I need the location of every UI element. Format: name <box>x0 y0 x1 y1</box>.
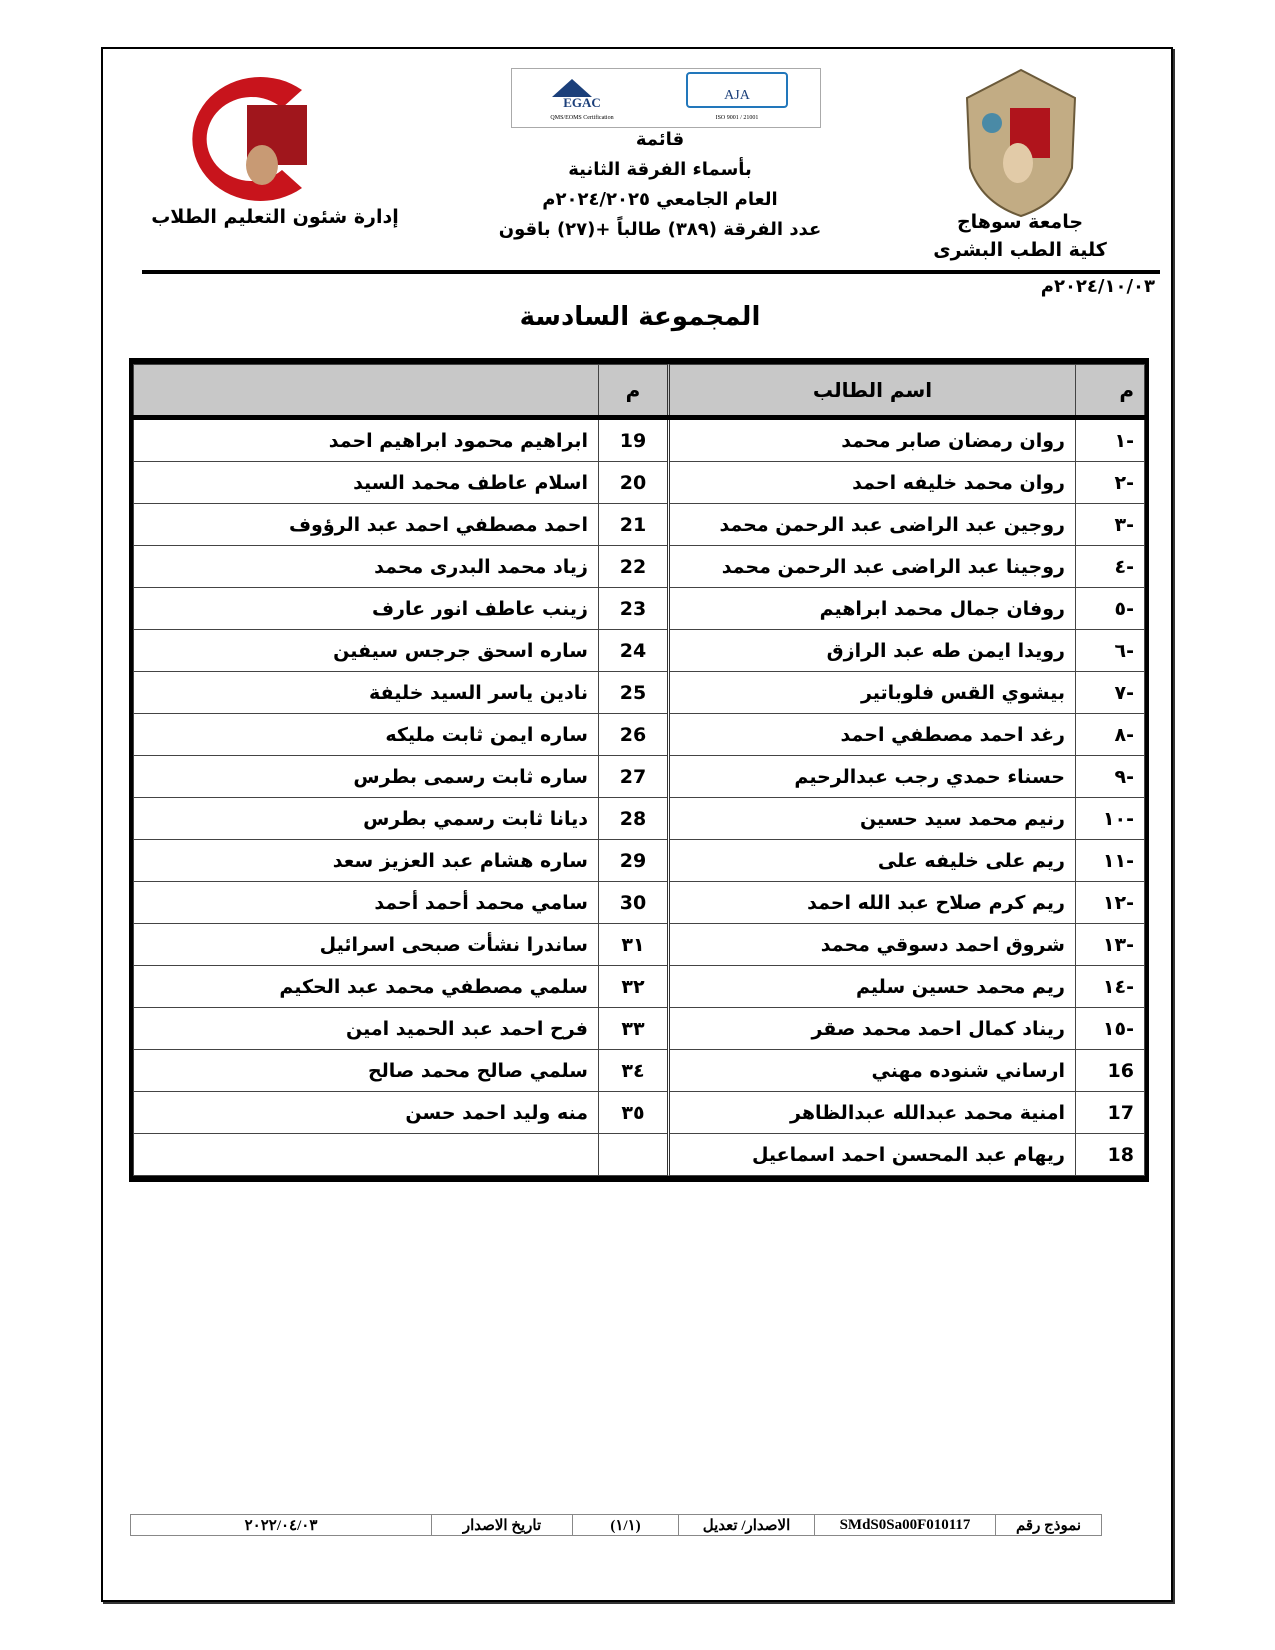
title-line-2: بأسماء الفرقة الثانية <box>568 159 752 180</box>
university-block <box>920 208 1120 264</box>
student-name: روان محمد خليفه احمد <box>669 462 1076 504</box>
table-row <box>134 798 1145 840</box>
student-number: -٣ <box>1076 504 1145 546</box>
student-number: -٨ <box>1076 714 1145 756</box>
student-number-2: ٣٥ <box>599 1092 669 1134</box>
header-divider <box>142 270 1160 274</box>
student-number-2: 26 <box>599 714 669 756</box>
student-number: -٤ <box>1076 546 1145 588</box>
table-row <box>134 924 1145 966</box>
students-table <box>129 358 1149 1182</box>
student-name: رنيم محمد سيد حسين <box>669 798 1076 840</box>
student-name: ريم على خليفه على <box>669 840 1076 882</box>
student-name: ريم محمد حسين سليم <box>669 966 1076 1008</box>
student-number: -٦ <box>1076 630 1145 672</box>
form-number-value: SMdS0Sa00F010117 <box>814 1515 995 1535</box>
department-name: إدارة شئون التعليم الطلاب <box>151 206 399 228</box>
student-name: رغد احمد مصطفي احمد <box>669 714 1076 756</box>
student-name: ريناد كمال احمد محمد صقر <box>669 1008 1076 1050</box>
table-row <box>134 1050 1145 1092</box>
student-name: شروق احمد دسوقي محمد <box>669 924 1076 966</box>
student-number-2: ٣٤ <box>599 1050 669 1092</box>
student-name-2: سلمي صالح محمد صالح <box>134 1050 599 1092</box>
table-row <box>134 462 1145 504</box>
student-number: -٩ <box>1076 756 1145 798</box>
student-number-2: 25 <box>599 672 669 714</box>
student-number-2: 29 <box>599 840 669 882</box>
form-number-label: نموذج رقم <box>995 1515 1101 1535</box>
student-name-2: احمد مصطفي احمد عبد الرؤوف <box>134 504 599 546</box>
student-name: روجينا عبد الراضى عبد الرحمن محمد <box>669 546 1076 588</box>
student-number: 17 <box>1076 1092 1145 1134</box>
table-row <box>134 504 1145 546</box>
svg-text:ISO 9001 / 21001: ISO 9001 / 21001 <box>715 115 759 121</box>
table-row <box>134 1134 1145 1176</box>
student-number: -١١ <box>1076 840 1145 882</box>
table-row <box>134 1008 1145 1050</box>
table-row <box>134 630 1145 672</box>
student-number: -١٠ <box>1076 798 1145 840</box>
student-name-2 <box>134 1134 599 1176</box>
table-header-row <box>134 365 1145 418</box>
student-number-2: 22 <box>599 546 669 588</box>
table-row <box>134 966 1145 1008</box>
student-name-2: ديانا ثابت رسمي بطرس <box>134 798 599 840</box>
svg-text:QMS/EOMS Certification: QMS/EOMS Certification <box>550 115 614 121</box>
table-row <box>134 588 1145 630</box>
university-logo-icon <box>960 68 1082 218</box>
student-name-2: سامي محمد أحمد أحمد <box>134 882 599 924</box>
student-name: رويدا ايمن طه عبد الرازق <box>669 630 1076 672</box>
student-number-2: 23 <box>599 588 669 630</box>
student-number: -٧ <box>1076 672 1145 714</box>
university-name: جامعة سوهاج <box>956 211 1084 233</box>
student-number: -٥ <box>1076 588 1145 630</box>
table-row <box>134 1092 1145 1134</box>
svg-text:EGAC: EGAC <box>563 95 601 110</box>
student-number-2: ٣٢ <box>599 966 669 1008</box>
student-name: روفان جمال محمد ابراهيم <box>669 588 1076 630</box>
student-number: -١٣ <box>1076 924 1145 966</box>
table-row <box>134 756 1145 798</box>
faculty-name: كلية الطب البشرى <box>933 239 1107 261</box>
student-number-2: 30 <box>599 882 669 924</box>
table-row <box>134 840 1145 882</box>
student-number: 18 <box>1076 1134 1145 1176</box>
student-name-2: سلمي مصطفي محمد عبد الحكيم <box>134 966 599 1008</box>
student-number-2: 20 <box>599 462 669 504</box>
student-name: روان رمضان صابر محمد <box>669 418 1076 462</box>
student-name-2: ساره هشام عبد العزيز سعد <box>134 840 599 882</box>
egac-aja-logo-icon <box>512 69 820 127</box>
table-row <box>134 882 1145 924</box>
certification-logos <box>511 68 821 128</box>
student-number-2: 24 <box>599 630 669 672</box>
edition-value: (١/١) <box>572 1515 678 1535</box>
student-name-2: ساره ايمن ثابت مليكه <box>134 714 599 756</box>
student-name: ريم كرم صلاح عبد الله احمد <box>669 882 1076 924</box>
student-name-2: فرح احمد عبد الحميد امين <box>134 1008 599 1050</box>
student-number: -١٤ <box>1076 966 1145 1008</box>
student-name-2: اسلام عاطف محمد السيد <box>134 462 599 504</box>
student-name: بيشوي القس فلوباتير <box>669 672 1076 714</box>
student-number: -١٢ <box>1076 882 1145 924</box>
edition-label: الاصدار/ تعديل <box>678 1515 814 1535</box>
form-footer <box>130 1514 1102 1536</box>
student-name-2: زينب عاطف انور عارف <box>134 588 599 630</box>
document-title-block <box>460 125 860 245</box>
student-number: 16 <box>1076 1050 1145 1092</box>
title-line-1: قائمة <box>635 129 685 150</box>
student-number-2: 28 <box>599 798 669 840</box>
table-row <box>134 418 1145 462</box>
student-number-2: 19 <box>599 418 669 462</box>
student-name-2: منه وليد احمد حسن <box>134 1092 599 1134</box>
student-number-2 <box>599 1134 669 1176</box>
student-name-2: ساره ثابت رسمى بطرس <box>134 756 599 798</box>
student-name-2: نادين ياسر السيد خليفة <box>134 672 599 714</box>
class-count: عدد الفرقة (٣٨٩) طالباً +(٢٧) باقون <box>498 219 822 240</box>
table-row <box>134 546 1145 588</box>
document-date: ٢٠٢٤/١٠/٠٣م <box>1040 276 1155 297</box>
student-name-2: ابراهيم محمود ابراهيم احمد <box>134 418 599 462</box>
student-number-2: ٣٣ <box>599 1008 669 1050</box>
student-name-2: ساره اسحق جرجس سيفين <box>134 630 599 672</box>
student-number: -٢ <box>1076 462 1145 504</box>
student-number-2: 27 <box>599 756 669 798</box>
academic-year: العام الجامعي ٢٠٢٤/٢٠٢٥م <box>542 189 778 210</box>
faculty-logo-icon <box>152 70 342 210</box>
student-number: -١٥ <box>1076 1008 1145 1050</box>
student-number: -١ <box>1076 418 1145 462</box>
student-name: روجين عبد الراضى عبد الرحمن محمد <box>669 504 1076 546</box>
col-header-num-2: م <box>599 365 669 418</box>
col-header-name: اسم الطالب <box>669 365 1076 418</box>
student-name-2: زياد محمد البدرى محمد <box>134 546 599 588</box>
table-row <box>134 714 1145 756</box>
issue-date-label: تاريخ الاصدار <box>431 1515 572 1535</box>
student-name-2: ساندرا نشأت صبحى اسرائيل <box>134 924 599 966</box>
student-number-2: 21 <box>599 504 669 546</box>
table-row <box>134 672 1145 714</box>
student-name: امنية محمد عبدالله عبدالظاهر <box>669 1092 1076 1134</box>
group-title: المجموعة السادسة <box>519 302 761 332</box>
svg-text:AJA: AJA <box>724 88 750 103</box>
student-name: ارساني شنوده مهني <box>669 1050 1076 1092</box>
issue-date-value: ٢٠٢٢/٠٤/٠٣ <box>244 1517 318 1534</box>
student-name: ريهام عبد المحسن احمد اسماعيل <box>669 1134 1076 1176</box>
student-name: حسناء حمدي رجب عبدالرحيم <box>669 756 1076 798</box>
col-header-name-2 <box>134 365 599 418</box>
student-number-2: ٣١ <box>599 924 669 966</box>
col-header-num: م <box>1076 365 1145 418</box>
